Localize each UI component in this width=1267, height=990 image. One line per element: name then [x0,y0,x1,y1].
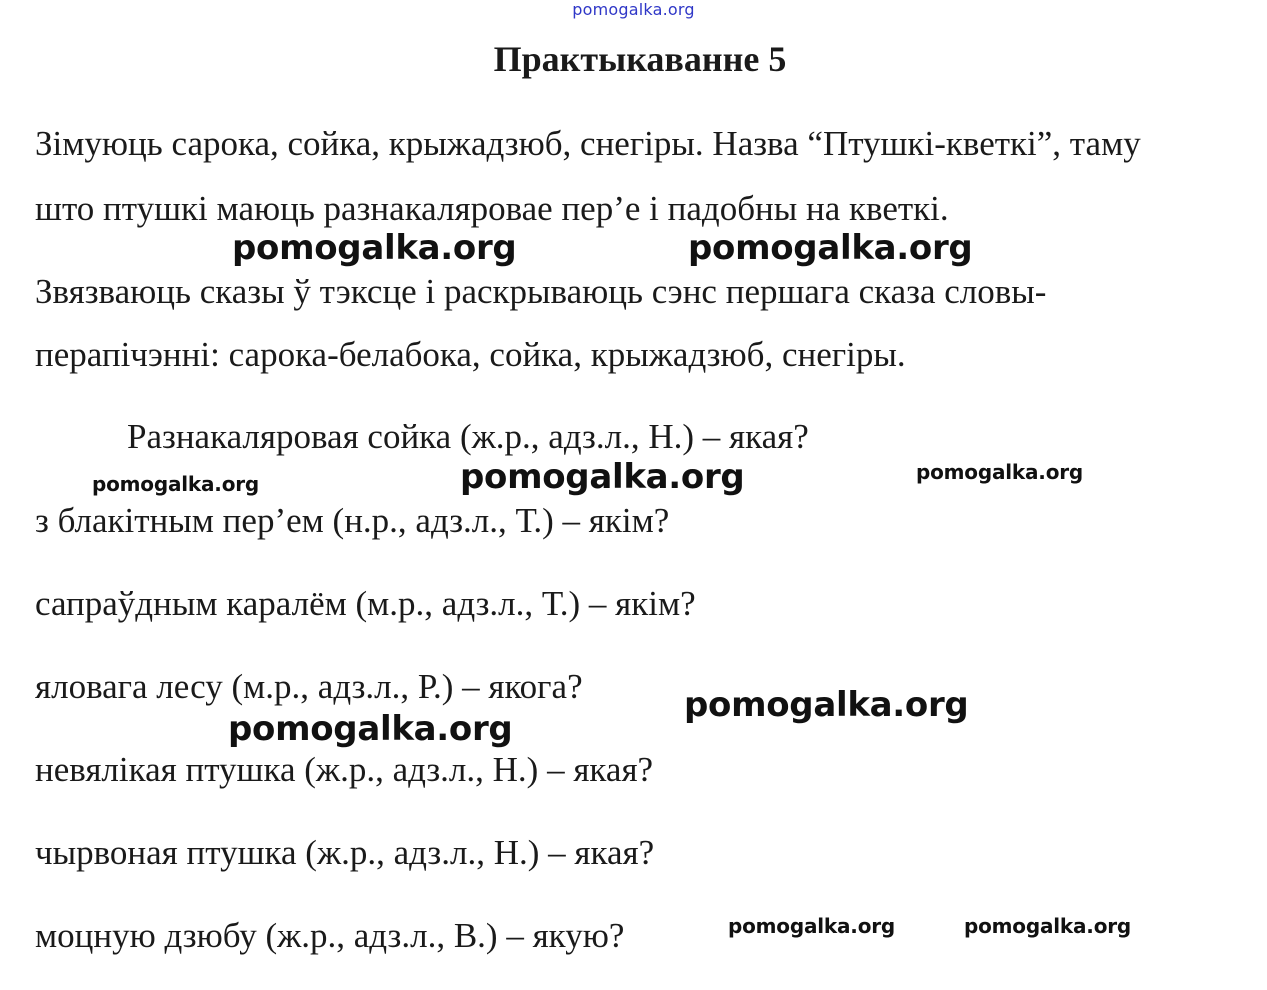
analysis-line: Разнакаляровая сойка (ж.р., адз.л., Н.) – якая? [127,417,809,456]
analysis-line: сапраўдным каралём (м.р., адз.л., Т.) – якім? [35,584,696,623]
analysis-line: моцную дзюбу (ж.р., адз.л., В.) – якую? [35,916,625,955]
paragraph-line: перапічэнні: сарока-белабока, сойка, крыжадзюб, снегіры. [35,335,906,374]
paragraph-line: Зімуюць сарока, сойка, крыжадзюб, снегіры. Назва “Птушкі-кветкі”, таму [35,124,1141,163]
watermark: pomogalka.org [964,914,1132,938]
watermark: pomogalka.org [232,228,517,268]
watermark: pomogalka.org [916,460,1084,484]
analysis-line: яловага лесу (м.р., адз.л., Р.) – якога? [35,667,583,706]
paragraph-line: што птушкі маюць разнакаляровае пер’е і падобны на кветкі. [35,189,949,228]
watermark: pomogalka.org [684,685,969,725]
analysis-line: невялікая птушка (ж.р., адз.л., Н.) – якая? [35,750,654,789]
watermark: pomogalka.org [728,914,896,938]
watermark: pomogalka.org [228,709,513,749]
site-mark[interactable]: pomogalka.org [572,0,695,19]
analysis-line: чырвоная птушка (ж.р., адз.л., Н.) – якая? [35,833,655,872]
paragraph-line: Звязваюць сказы ў тэксце і раскрываюць сэнс першага сказа словы- [35,272,1047,311]
watermark: pomogalka.org [688,228,973,268]
page-title: Практыкаванне 5 [493,39,787,79]
watermark: pomogalka.org [460,457,745,497]
analysis-line: з блакітным пер’ем (н.р., адз.л., Т.) – якім? [35,501,670,540]
watermark: pomogalka.org [92,472,260,496]
